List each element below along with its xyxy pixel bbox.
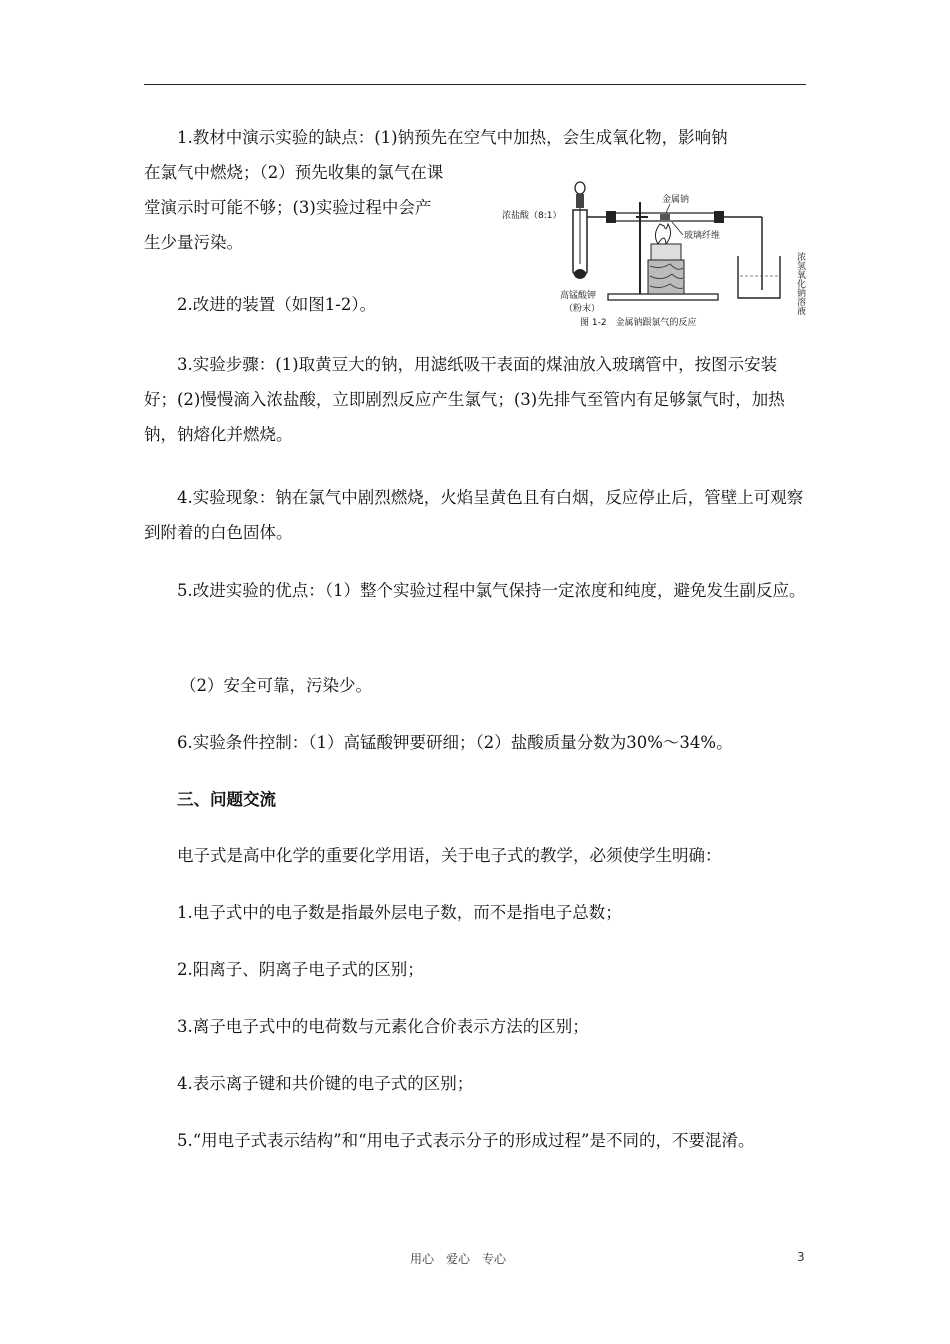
footer-motto: 用心 爱心 专心: [410, 1252, 507, 1266]
apparatus-diagram: [500, 172, 812, 332]
list-item-3: 3.离子电子式中的电荷数与元素化合价表示方法的区别；: [177, 1017, 589, 1036]
paragraph-6: 6.实验条件控制：（1）高锰酸钾要研细；（2）盐酸质量分数为30%～34%。: [177, 733, 733, 752]
flame: [655, 224, 670, 244]
paragraph-5: 5.改进实验的优点：（1）整个实验过程中氯气保持一定浓度和纯度，避免发生副反应。: [177, 581, 806, 600]
sodium-piece: [660, 214, 670, 220]
paragraph-3: 3.实验步骤：(1)取黄豆大的钠，用滤纸吸干表面的煤油放入玻璃管中，按图示安装好；(2)慢慢滴入浓盐酸，立即剧烈反应产生氯气；(3)先排气至管内有足够氯气时，加热钠，钠熔化并燃烧。: [144, 355, 785, 444]
list-item-4: 4.表示离子键和共价键的电子式的区别；: [177, 1074, 474, 1093]
paragraph-2: 2.改进的装置（如图1-2）。: [177, 295, 377, 314]
paragraph-1-line-1: 1.教材中演示实验的缺点：(1)钠预先在空气中加热，会生成氧化物，影响钠: [177, 128, 728, 147]
funnel-bulb: [575, 182, 585, 194]
header-rule: [144, 84, 806, 85]
list-item-5: 5.“用电子式表示结构”和“用电子式表示分子的形成过程”是不同的，不要混淆。: [177, 1131, 755, 1150]
paragraph-1-line-2: 在氯气中燃烧；（2）预先收集的氯气在课: [144, 163, 444, 182]
stand-base: [608, 294, 718, 300]
label-fiber: 玻璃纤维: [684, 231, 721, 241]
label-naoh: 浓氢氧化钠溶液: [795, 252, 805, 315]
label-na: 金属钠: [662, 195, 690, 205]
stopper-right: [714, 211, 724, 223]
paragraph-5b: （2）安全可靠，污染少。: [180, 676, 372, 695]
label-powder: （粉末）: [564, 304, 601, 314]
paragraph-4: 4.实验现象：钠在氯气中剧烈燃烧，火焰呈黄色且有白烟，反应停止后，管壁上可观察到附着的白色固体。: [144, 488, 804, 542]
label-kmno4: 高锰酸钾: [560, 291, 597, 301]
section-heading: 三、问题交流: [177, 790, 276, 809]
paragraph-1-line-4: 生少量污染。: [144, 233, 243, 252]
label-fiber-line: [672, 222, 683, 235]
label-na-line: [666, 204, 670, 213]
figure-caption: 图 1-2 金属钠跟氯气的反应: [580, 318, 697, 328]
paragraph-1-line-3: 堂演示时可能不够；(3)实验过程中会产: [144, 198, 432, 217]
page-number: 3: [797, 1250, 805, 1264]
funnel-neck: [576, 194, 584, 208]
apparatus-figure: [500, 172, 812, 332]
intro-paragraph: 电子式是高中化学的重要化学用语，关于电子式的教学，必须使学生明确：: [177, 846, 722, 865]
stopper-left: [606, 211, 616, 223]
label-hcl: 浓盐酸（8:1）: [502, 211, 562, 221]
list-item-1: 1.电子式中的电子数是指最外层电子数，而不是指电子总数；: [177, 903, 622, 922]
burner-top: [651, 244, 681, 260]
beaker: [738, 256, 780, 298]
list-item-2: 2.阳离子、阴离子电子式的区别；: [177, 960, 424, 979]
kmno4-powder: [574, 269, 586, 279]
